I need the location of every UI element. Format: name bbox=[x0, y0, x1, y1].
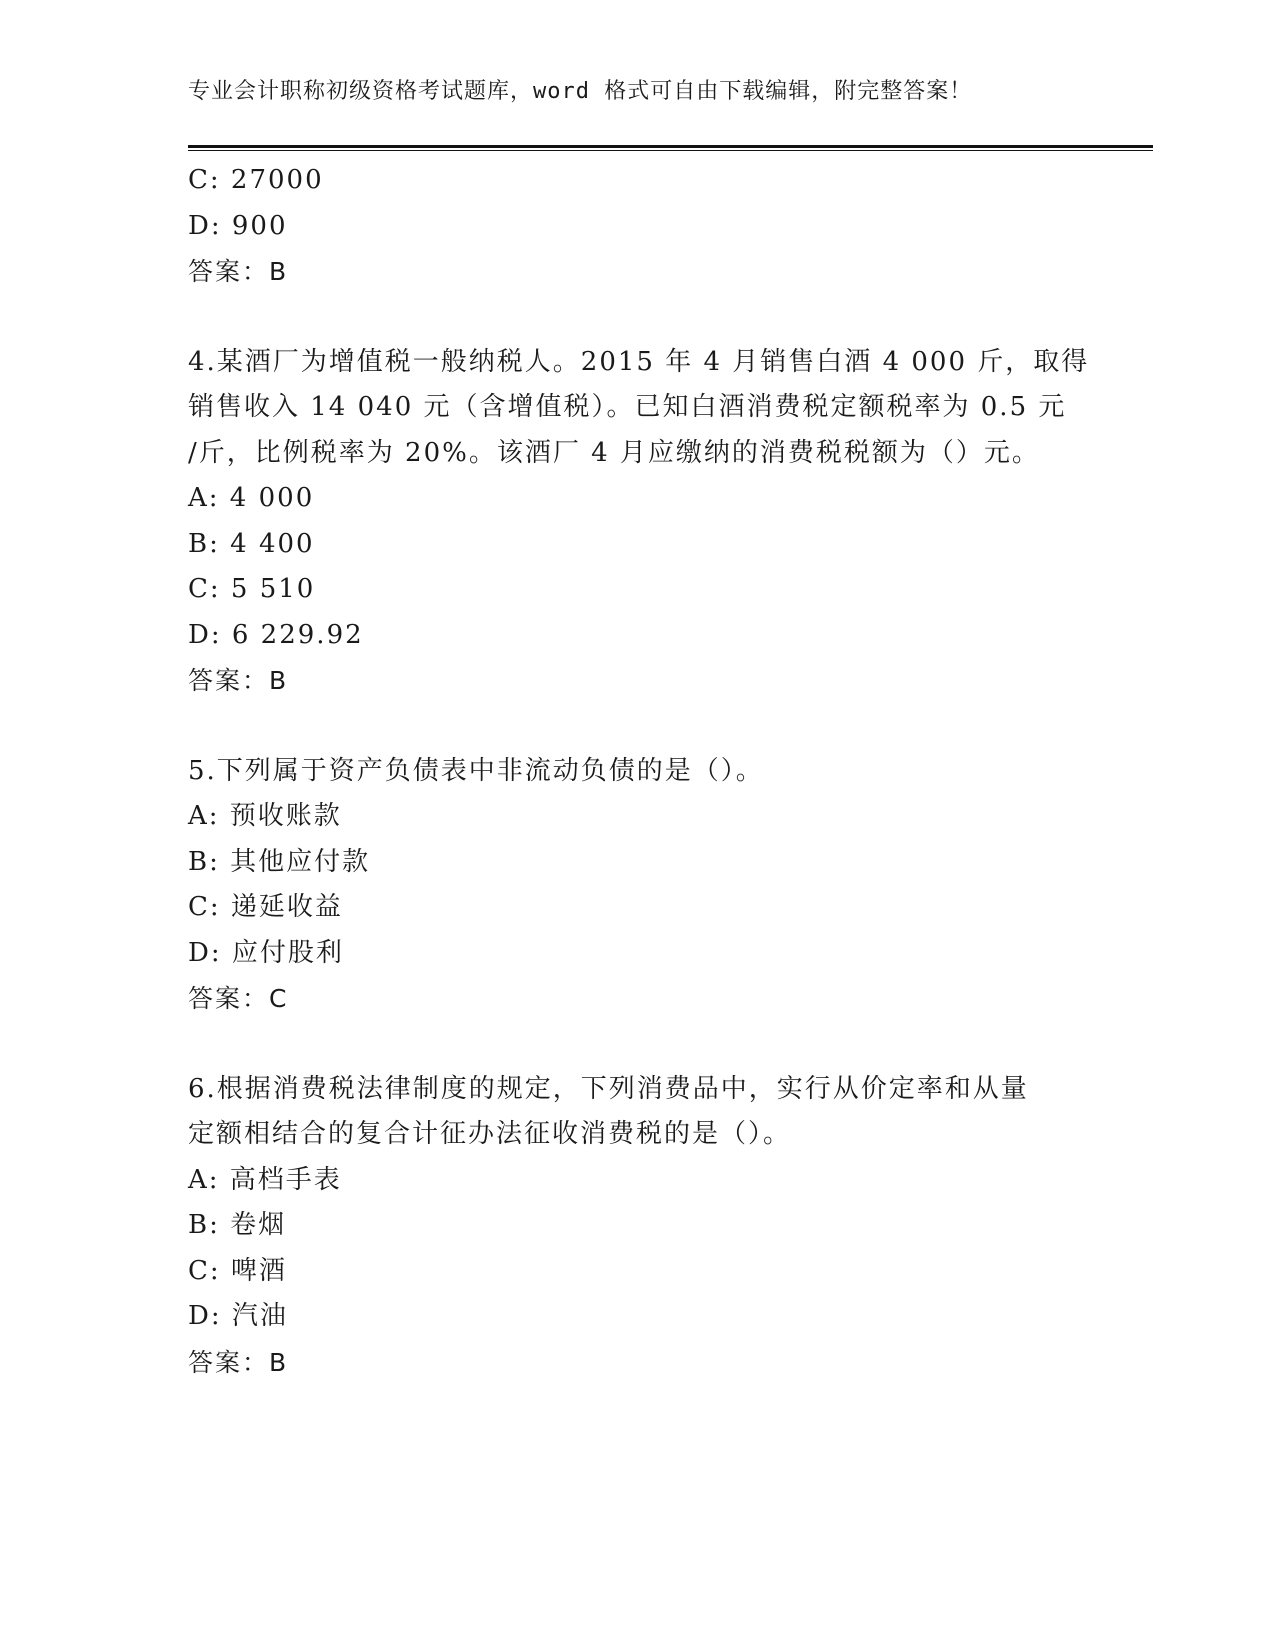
question-4 bbox=[188, 340, 1088, 704]
spacer bbox=[188, 704, 1088, 749]
question-stem-line: /斤，比例税率为 20%。该酒厂 4 月应缴纳的消费税税额为（）元。 bbox=[188, 437, 1040, 468]
option-c: C: 5 510 bbox=[188, 574, 316, 604]
question-stem-line: 定额相结合的复合计征办法征收消费税的是（）。 bbox=[188, 1119, 792, 1149]
answer-line: 答案：B bbox=[188, 257, 289, 286]
question-stem-line: 5.下列属于资产负债表中非流动负债的是（）。 bbox=[188, 755, 764, 786]
question-5 bbox=[188, 749, 1088, 1022]
header-note: 专业会计职称初级资格考试题库，word 格式可自由下载编辑，附完整答案！ bbox=[188, 79, 973, 104]
option-c: C: 啤酒 bbox=[188, 1255, 287, 1286]
option-d: D: 6 229.92 bbox=[188, 619, 364, 650]
question-6 bbox=[188, 1067, 1088, 1386]
header-rule bbox=[188, 145, 1153, 151]
spacer bbox=[188, 1022, 1088, 1067]
question-stem-line: 销售收入 14 040 元（含增值税）。已知白酒消费税定额税率为 0.5 元 bbox=[188, 392, 1067, 422]
option-a: A: 4 000 bbox=[188, 483, 315, 513]
question-stem-line: 6.根据消费税法律制度的规定，下列消费品中，实行从价定率和从量 bbox=[188, 1073, 1029, 1104]
question-list bbox=[188, 158, 1088, 1385]
option-c: C: 递延收益 bbox=[188, 892, 343, 922]
header-rule-thin bbox=[188, 150, 1153, 151]
answer-line: 答案：B bbox=[188, 1347, 289, 1377]
question-3-tail bbox=[188, 158, 1088, 295]
spacer bbox=[188, 295, 1088, 340]
option-a: A: 高档手表 bbox=[188, 1164, 342, 1195]
answer-line: 答案：B bbox=[188, 666, 289, 695]
question-stem-line: 4.某酒厂为增值税一般纳税人。2015 年 4 月销售白酒 4 000 斤，取得 bbox=[188, 346, 1090, 377]
option-b: B: 其他应付款 bbox=[188, 846, 371, 877]
answer-line: 答案：C bbox=[188, 984, 289, 1013]
option-c: C: 27000 bbox=[188, 165, 324, 195]
option-b: B: 卷烟 bbox=[188, 1210, 287, 1240]
option-b: B: 4 400 bbox=[188, 528, 315, 559]
option-d: D: 应付股利 bbox=[188, 937, 344, 968]
header-rule-thick bbox=[188, 145, 1153, 148]
option-d: D: 900 bbox=[188, 210, 288, 241]
option-d: D: 汽油 bbox=[188, 1301, 288, 1331]
option-a: A: 预收账款 bbox=[188, 801, 342, 831]
